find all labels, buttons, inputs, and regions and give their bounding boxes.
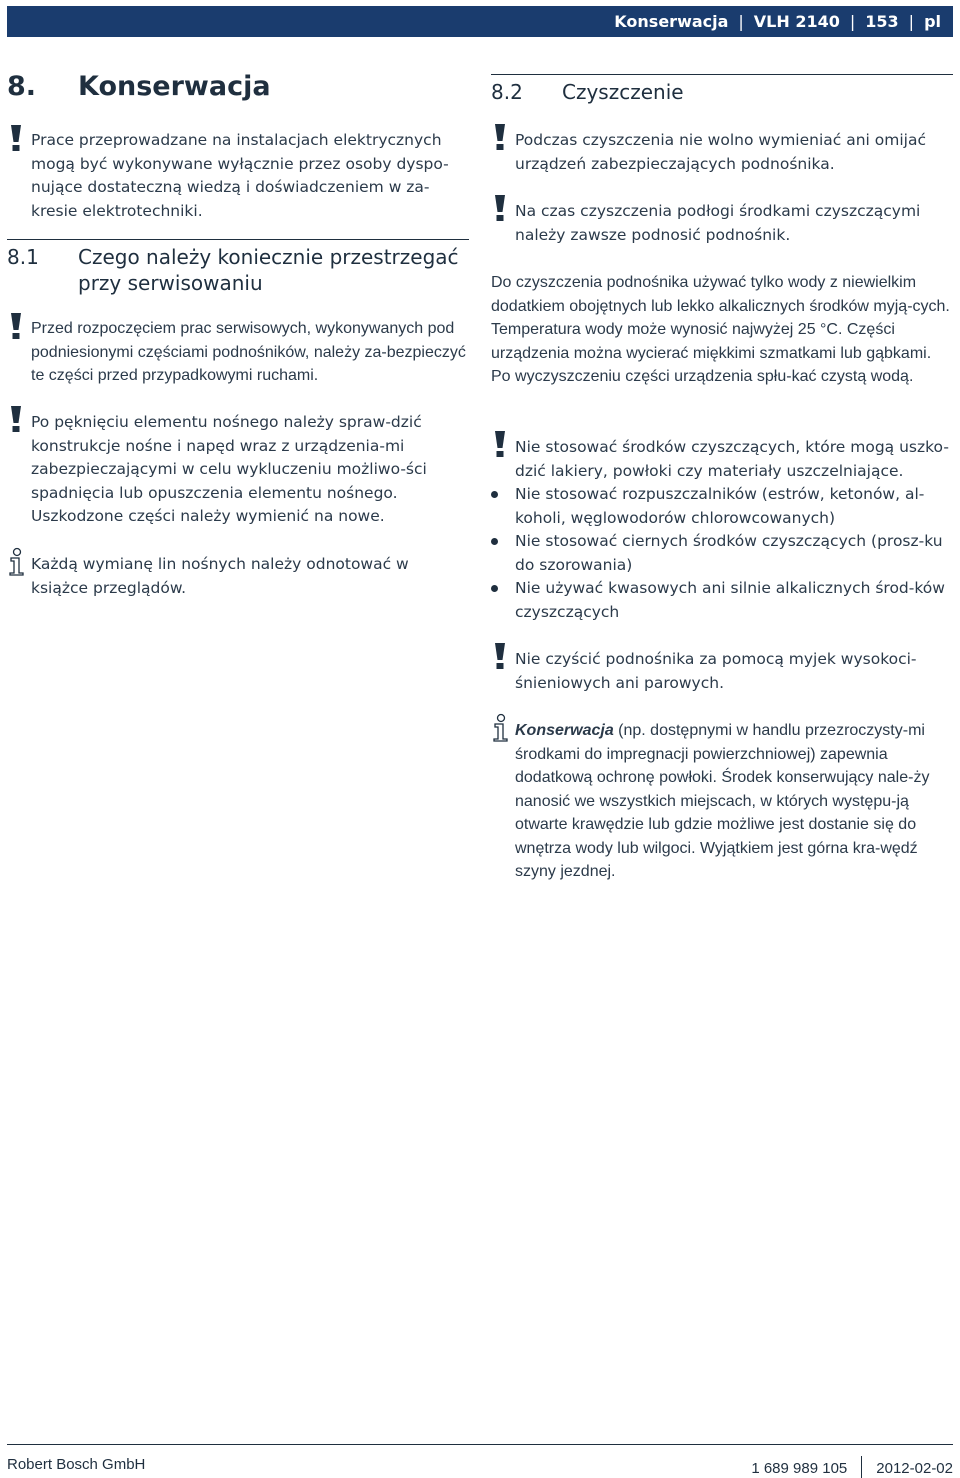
bullet-dot <box>491 585 498 592</box>
header-bar <box>7 6 953 37</box>
footer <box>7 1444 953 1477</box>
list-item: Nie używać kwasowych ani silnie alkalicznych środ-ków czyszczących <box>515 579 945 621</box>
list-item: Nie stosować rozpuszczalników (estrów, ketonów, al-koholi, węglowodorów chlorowcowanych) <box>515 485 925 527</box>
cleaning-paragraph: Do czyszczenia podnośnika używać tylko wody z niewielkim dodatkiem obojętnych lub lekko alkalicznych środków myją-cych. Temperatura wody może wynosić najwyżej 25 °C. Części urządzenia można wycierać miękkimi szmatkami lub gąbkami. Po wyczyszczeniu części urządzenia spłu-kać czystą wodą. <box>491 274 950 385</box>
footer-company: Robert Bosch GmbH <box>7 1456 146 1473</box>
chapter-heading <box>7 71 271 102</box>
header-section: Konserwacja <box>614 12 729 31</box>
footer-doc-info <box>751 1456 953 1478</box>
list-item: Nie stosować ciernych środków czyszczących (prosz-ku do szorowania) <box>515 532 943 574</box>
footer-rule <box>7 1444 953 1445</box>
note-text <box>515 719 953 884</box>
bullet-dot <box>491 538 498 545</box>
section-rule <box>491 74 953 75</box>
section-8-1-heading <box>7 244 469 296</box>
footer-divider <box>861 1456 862 1478</box>
warning-text: Nie czyścić podnośnika za pomocą myjek wysokoci-śnieniowych ani parowych. <box>515 650 917 692</box>
exclamation-icon <box>491 123 509 151</box>
section-rule <box>7 239 469 240</box>
warning-text: Przed rozpoczęciem prac serwisowych, wykonywanych pod podniesionymi częściami podnośników, należy za-bezpieczyć te części przed przypadkowymi ruchami. <box>31 320 466 384</box>
section-title: Czego należy koniecznie przestrzegać przy serwisowaniu <box>78 245 459 295</box>
info-hand-icon <box>491 713 511 743</box>
warning-text: Po pęknięciu elementu nośnego należy spraw-dzić konstrukcje nośne i napęd wraz z urządzenia-mi zabezpieczającymi w celu wykluczeniu możliwo-ści spadnięcia lub opuszczenia elementu nośnego. Uszkodzone części należy wymienić na nowe. <box>31 413 427 525</box>
section-title: Czyszczenie <box>562 80 684 104</box>
bullet-dot <box>491 491 498 498</box>
exclamation-icon <box>7 312 25 340</box>
warning-text: Na czas czyszczenia podłogi środkami czyszczącymi należy zawsze podnosić podnośnik. <box>515 202 921 244</box>
warning-text: Nie stosować środków czyszczących, które mogą uszko-dzić lakiery, powłoki czy materiały uszczelniające. <box>515 438 949 480</box>
header-lang: pl <box>924 12 941 31</box>
chapter-number: 8. <box>7 71 37 102</box>
exclamation-icon <box>491 430 509 458</box>
exclamation-icon <box>491 194 509 222</box>
intro-warning-text: Prace przeprowadzane na instalacjach elektrycznych mogą być wykonywane wyłącznie przez osoby dyspo-nujące dostateczną wiedzą i doświadczeniem w za-kresie elektrotechniki. <box>31 131 449 220</box>
section-number: 8.2 <box>491 80 523 104</box>
info-hand-icon <box>7 547 27 577</box>
footer-date: 2012-02-02 <box>876 1460 953 1477</box>
section-8-2-heading <box>491 79 953 105</box>
section-number: 8.1 <box>7 245 39 269</box>
exclamation-icon <box>491 642 509 670</box>
exclamation-icon <box>7 124 25 152</box>
chapter-title: Konserwacja <box>78 71 271 102</box>
note-text: Każdą wymianę lin nośnych należy odnotować w książce przeglądów. <box>31 555 409 597</box>
warning-text: Podczas czyszczenia nie wolno wymieniać ani omijać urządzeń zabezpieczających podnośnika. <box>515 131 926 173</box>
header-model: VLH 2140 <box>753 12 840 31</box>
running-header: Konserwacja | VLH 2140 | 153 | pl <box>614 12 941 31</box>
exclamation-icon <box>7 405 25 433</box>
note-body: (np. dostępnymi w handlu przezroczysty-mi środkami do impregnacji powierzchniowej) zapewnia dodatkową ochronę powłoki. Środek konserwujący nale-ży nanosić we wszystkich miejscach, w których występu-ją otwarte krawędzie lub gdzie możliwe jest dostanie się do wnętrza wody lub wilgoci. Wyjątkiem jest górna kra-wędź szyny jezdnej. <box>515 722 930 880</box>
note-bold-term: Konserwacja <box>515 722 614 739</box>
header-page: 153 <box>865 12 899 31</box>
footer-doc-number: 1 689 989 105 <box>751 1460 848 1477</box>
